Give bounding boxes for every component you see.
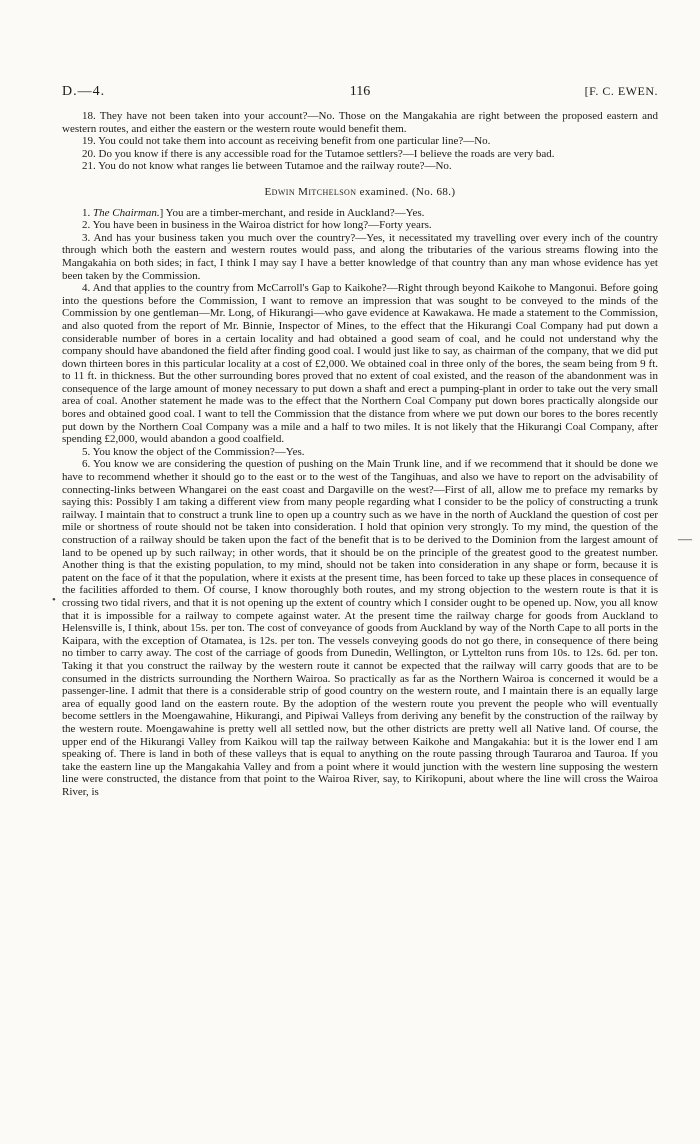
question-text: ] You are a timber-merchant, and reside in Auckland?—Yes. xyxy=(159,206,425,219)
witness-name-header: [F. C. EWEN. xyxy=(584,84,658,98)
margin-bullet-icon: • xyxy=(52,594,56,606)
question-number: 1. xyxy=(82,206,93,219)
paragraph-q18: 18. They have not been taken into your account?—No. Those on the Mangakahia are right between the proposed eastern and western routes, and either the eastern or the western route would benefit them. xyxy=(62,110,658,135)
margin-mark-icon: — xyxy=(678,532,692,547)
page-number: 116 xyxy=(349,84,371,99)
paragraph-q6: 6. You know we are considering the question of pushing on the Main Trunk line, and if we recommend that it should be done we have to recommend whether it should go to the east or to the west of the Tangihuas, and also we have to report on the advisability of connecting-links between Whangarei on the east coast and Dargaville on the west?—First of all, allow me to preface my remarks by saying this: Possibly I am taking a different view from many people regarding what I consider to be the policy of constructing a trunk railway. I maintain that to construct a trunk line to open up a country such as we have in the north of Auckland the question of cost per mile or shortness of route should not be taken into consideration. I hold that opinion very strongly. To my mind, the question of the construction of a railway should be taken upon the fact of the benefit that is to be derived to the Dominion from the largest amount of land to be opened up by such railway; in other words, that it should be on the principle of the greatest good to the greatest number. Another thing is that the existing population, to my mind, should not be taken into consideration in any shape or form, because it is patent on the face of it that the population, where it exists at the present time, has been forced to take up these places in consequence of the facilities afforded to them. Of course, I know thoroughly both routes, and my strong objection to the western route is that it is crossing two tidal rivers, and that it is not opening up the extent of country which I consider ought to be opened up. Now, you all know that it is impossible for a railway to compete against water. At the present time the railway charge for goods from Auckland to Helensville is, I think, about 15s. per ton. The cost of conveyance of goods from Auckland by way of the North Cape to all ports in the Kaipara, with the exception of Otamatea, is 12s. per ton. The vessels conveying goods do not go there, in consequence of there being no timber to carry away. The cost of the carriage of goods from Dunedin, Wellington, or Lyttelton runs from 10s. to 12s. 6d. per ton. Taking it that you construct the railway by the western route it cannot be expected that the railway will carry goods that are to be consumed in the districts surrounding the Northern Wairoa. So practically as far as the Northern Wairoa is concerned it would be a passenger-line. I admit that there is a considerable strip of good country on the western route, and I maintain there is an equally large area of equally good land on the eastern route. By the adoption of the western route you prevent the people who will eventually become settlers in the Moengawahine, Hikurangi, and Pipiwai Valleys from deriving any benefit by the construction of the railway by the western route. Moengawahine is pretty well all settled now, but the other districts are pretty well all Native land. Of course, the upper end of the Hikurangi Valley from Kaikou will tap the railway between Kaikohe and Mangakahia: but it is the lower end I am speaking of. There is land in both of these valleys that is equal to anything on the route passing through Tauraroa and Tauroa. If you take the eastern line up the Mangakahia Valley and from a point where it would junction with the western line supposing the western line were constructed, the distance from that point to the Wairoa River, say, to Kirikopuni, about where the line will cross the Wairoa River, is xyxy=(62,458,658,798)
paragraph-q4: 4. And that applies to the country from McCarroll's Gap to Kaikohe?—Right through beyond Kaikohe to Mangonui. Before going into the questions before the Commission, I want to remove an impression that was sought to be conveyed to the minds of the Commission by one gentleman—Mr. Long, of Hikurangi—who gave evidence at Kawakawa. He made a statement to the Commission, and also quoted from the report of Mr. Binnie, Inspector of Mines, to the effect that the Hikurangi Coal Company had put down a considerable number of bores in a certain locality and had obtained a good seam of coal, and he could not understand why the company should have abandoned the field after finding good coal. I would just like to say, as chairman of the company, that we did put down thirteen bores in this particular locality at a cost of £2,000. We obtained coal in three only of the bores, the seam being from 9 ft. to 11 ft. in thickness. But the other surrounding bores proved that no extent of coal existed, and the reason of the abandonment was in consequence of the large amount of money necessary to put down a shaft and erect a pumping-plant in order to take out the very small area of coal. Another statement he made was to the effect that the Northern Coal Company put down bores practically alongside our bores and obtained good coal. I want to tell the Commission that the distance from where we put down our bores to the bores recently put down by the Northern Coal Company was a mile and a half to two miles. It is not likely that the Hikurangi Coal Company, after spending £2,000, would abandon a good coalfield. xyxy=(62,282,658,446)
paragraph-q5: 5. You know the object of the Commission?—Yes. xyxy=(82,445,305,458)
section-heading xyxy=(62,186,658,199)
speaker-name: The Chairman. xyxy=(93,206,160,219)
heading-rest: examined. (No. 68.) xyxy=(356,185,456,198)
paragraph-q20: 20. Do you know if there is any accessible road for the Tutamoe settlers?—I believe the roads are very bad. xyxy=(82,147,555,160)
page-header xyxy=(62,84,658,104)
witness-name: Edwin Mitchelson xyxy=(264,185,357,198)
paragraph-q19: 19. You could not take them into account as receiving benefit from one particular line?—No. xyxy=(82,135,491,148)
document-reference: D.—4. xyxy=(62,84,106,99)
paragraph-q3: 3. And has your business taken you much over the country?—Yes, it necessitated my travelling over every inch of the country through which both the eastern and western routes would pass, and along the tributaries of the various streams flowing into the Mangakahia on both sides; in fact, I think I may say I have a better knowledge of that country than any man whose evidence has yet been taken by the Commission. xyxy=(62,231,658,282)
document-body xyxy=(62,110,658,798)
paragraph-q21: 21. You do not know what ranges lie between Tutamoe and the railway route?—No. xyxy=(82,160,452,173)
paragraph-q1 xyxy=(62,207,658,220)
paragraph-q2: 2. You have been in business in the Wairoa district for how long?—Forty years. xyxy=(82,219,432,232)
